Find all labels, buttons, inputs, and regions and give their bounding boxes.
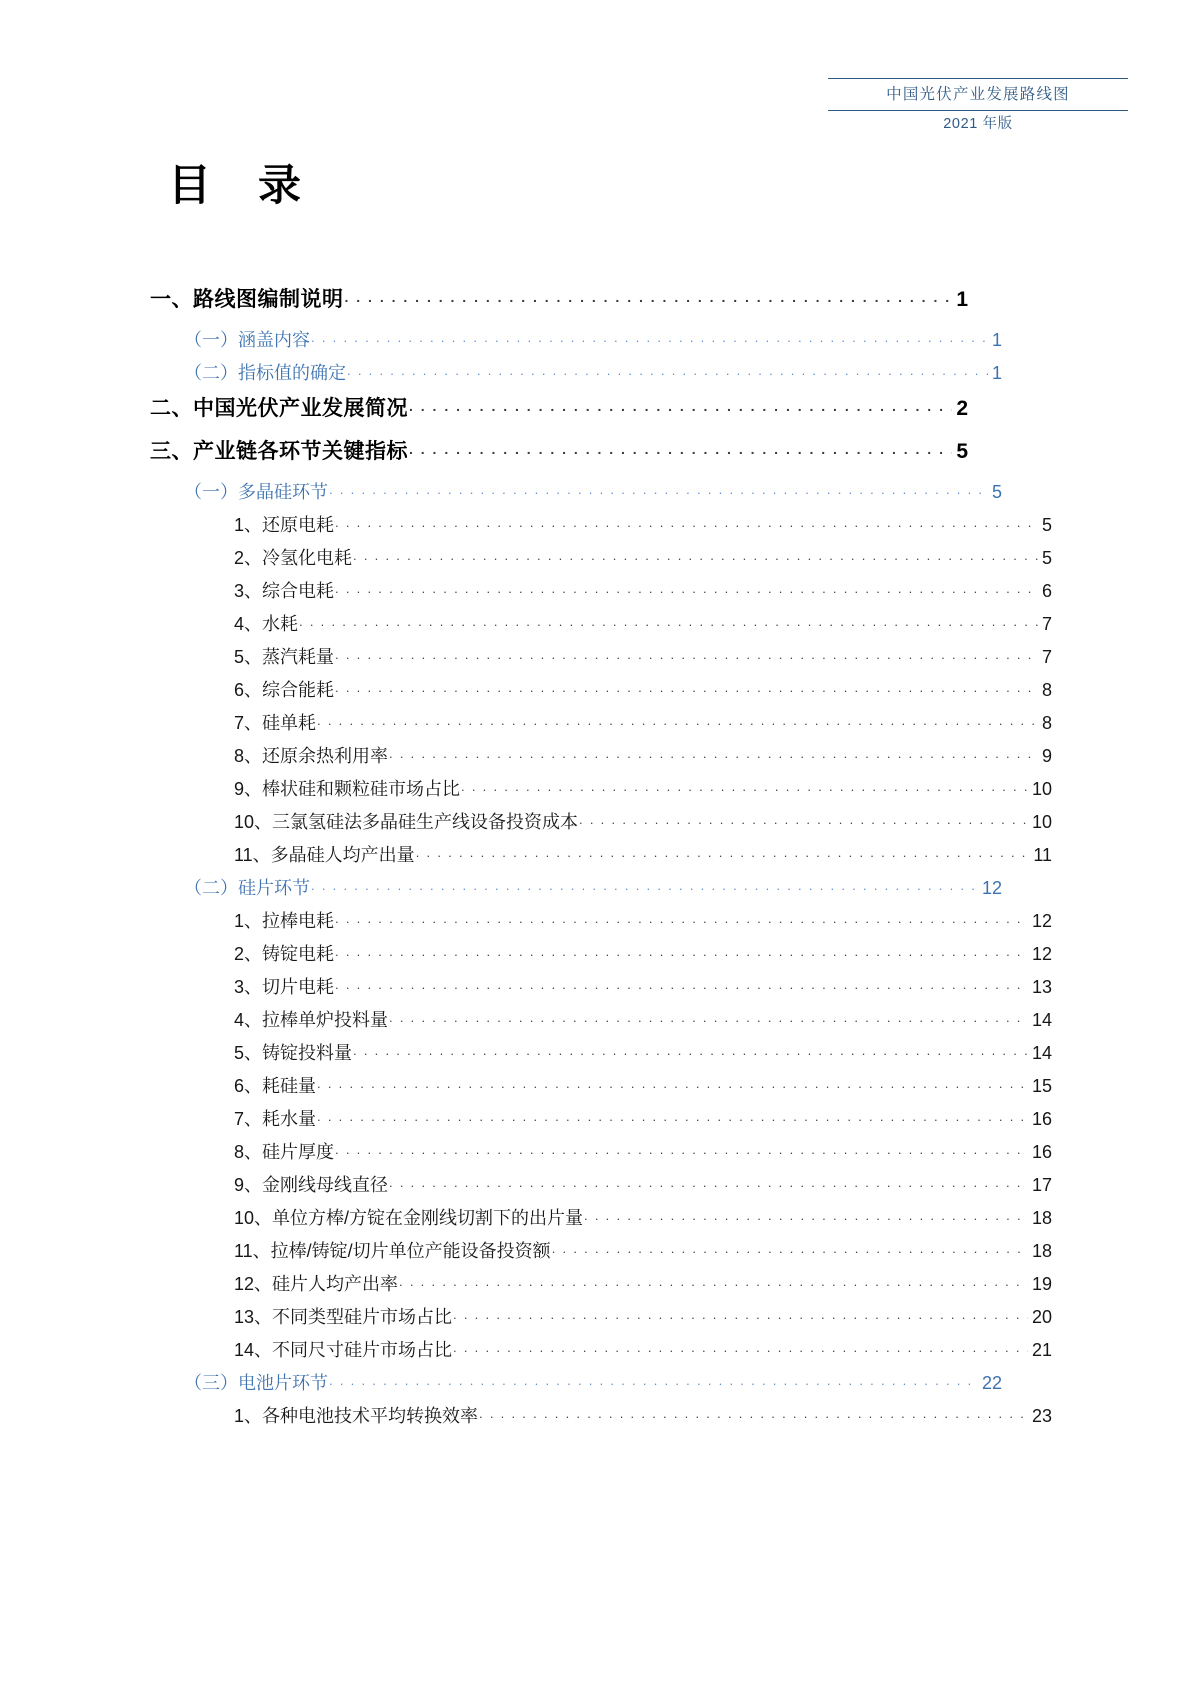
toc-leader-dots xyxy=(311,328,988,346)
toc-entry[interactable] xyxy=(234,1336,1052,1369)
toc-entry-label: 1、各种电池技术平均转换效率 xyxy=(234,1406,479,1426)
toc-entry-label: （三）电池片环节 xyxy=(184,1373,328,1393)
toc-entry[interactable] xyxy=(184,326,1002,359)
toc-leader-dots xyxy=(453,1338,1028,1356)
toc-entry[interactable] xyxy=(234,676,1052,709)
toc-entry[interactable] xyxy=(234,940,1052,973)
toc-entry-label: 1、拉棒电耗 xyxy=(234,911,335,931)
toc-entry-page-number: 9 xyxy=(1041,746,1052,766)
toc-leader-dots xyxy=(335,942,1028,960)
toc-entry-label: 8、还原余热利用率 xyxy=(234,746,389,766)
toc-entry[interactable] xyxy=(234,511,1052,544)
toc-leader-dots xyxy=(329,1371,978,1389)
toc-entry-label: 二、中国光伏产业发展简况 xyxy=(150,397,408,420)
toc-entry-page-number: 5 xyxy=(991,482,1002,502)
toc-leader-dots xyxy=(335,975,1028,993)
toc-entry-label: 3、综合电耗 xyxy=(234,581,335,601)
toc-entry-label: 13、不同类型硅片市场占比 xyxy=(234,1307,453,1327)
toc-entry-page-number: 18 xyxy=(1031,1241,1052,1261)
toc-entry-label: 2、铸锭电耗 xyxy=(234,944,335,964)
toc-entry-label: 3、切片电耗 xyxy=(234,977,335,997)
toc-entry[interactable] xyxy=(234,907,1052,940)
toc-entry[interactable] xyxy=(234,1204,1052,1237)
toc-leader-dots xyxy=(409,437,952,458)
toc-leader-dots xyxy=(399,1272,1028,1290)
toc-entry-page-number: 5 xyxy=(1041,515,1052,535)
toc-entry-page-number: 12 xyxy=(1031,911,1052,931)
toc-entry-page-number: 8 xyxy=(1041,680,1052,700)
toc-entry-page-number: 22 xyxy=(981,1373,1002,1393)
page-title: 目 录 xyxy=(168,161,317,211)
toc-entry-label: 14、不同尺寸硅片市场占比 xyxy=(234,1340,453,1360)
toc-entry-label: 1、还原电耗 xyxy=(234,515,335,535)
toc-leader-dots xyxy=(579,810,1028,828)
toc-leader-dots xyxy=(335,645,1038,663)
toc-entry[interactable] xyxy=(234,841,1052,874)
header-subtitle: 2021 年版 xyxy=(943,115,1013,132)
toc-entry-page-number: 8 xyxy=(1041,713,1052,733)
toc-entry-page-number: 23 xyxy=(1031,1406,1052,1426)
toc-entry[interactable] xyxy=(234,1303,1052,1336)
toc-entry[interactable] xyxy=(184,478,1002,511)
toc-entry-page-number: 20 xyxy=(1031,1307,1052,1327)
toc-entry-label: 10、单位方棒/方锭在金刚线切割下的出片量 xyxy=(234,1208,584,1228)
toc-leader-dots xyxy=(317,711,1038,729)
toc-leader-dots xyxy=(299,612,1038,630)
toc-entry-page-number: 15 xyxy=(1031,1076,1052,1096)
toc-leader-dots xyxy=(335,513,1038,531)
table-of-contents xyxy=(150,283,1052,1435)
toc-entry-page-number: 16 xyxy=(1031,1109,1052,1129)
toc-leader-dots xyxy=(335,678,1038,696)
toc-entry-label: 4、水耗 xyxy=(234,614,299,634)
toc-entry-label: 7、硅单耗 xyxy=(234,713,317,733)
toc-entry[interactable] xyxy=(234,808,1052,841)
toc-leader-dots xyxy=(311,876,978,894)
toc-entry-page-number: 19 xyxy=(1031,1274,1052,1294)
toc-entry-label: （二）指标值的确定 xyxy=(184,363,346,383)
toc-entry-label: 2、冷氢化电耗 xyxy=(234,548,353,568)
toc-entry[interactable] xyxy=(234,1039,1052,1072)
toc-leader-dots xyxy=(335,1140,1028,1158)
toc-entry[interactable] xyxy=(150,392,968,435)
toc-entry[interactable] xyxy=(150,283,968,326)
toc-entry[interactable] xyxy=(234,1237,1052,1270)
toc-entry-label: 4、拉棒单炉投料量 xyxy=(234,1010,389,1030)
toc-entry-label: （二）硅片环节 xyxy=(184,878,310,898)
toc-leader-dots xyxy=(389,1008,1028,1026)
toc-leader-dots xyxy=(389,1173,1028,1191)
header-rule-bottom xyxy=(828,110,1128,111)
toc-entry-page-number: 1 xyxy=(991,330,1002,350)
toc-leader-dots xyxy=(416,843,1030,861)
toc-entry-page-number: 2 xyxy=(956,397,968,420)
toc-entry[interactable] xyxy=(234,742,1052,775)
toc-leader-dots xyxy=(584,1206,1028,1224)
toc-entry-page-number: 18 xyxy=(1031,1208,1052,1228)
toc-entry-page-number: 14 xyxy=(1031,1043,1052,1063)
toc-leader-dots xyxy=(335,909,1028,927)
toc-entry-page-number: 21 xyxy=(1031,1340,1052,1360)
toc-entry-label: 三、产业链各环节关键指标 xyxy=(150,440,408,463)
toc-entry[interactable] xyxy=(234,1402,1052,1435)
toc-entry[interactable] xyxy=(234,1105,1052,1138)
toc-entry-label: 9、棒状硅和颗粒硅市场占比 xyxy=(234,779,461,799)
toc-entry-page-number: 12 xyxy=(981,878,1002,898)
toc-leader-dots xyxy=(552,1239,1028,1257)
toc-entry[interactable] xyxy=(234,775,1052,808)
toc-entry-label: 5、蒸汽耗量 xyxy=(234,647,335,667)
header-title: 中国光伏产业发展路线图 xyxy=(886,86,1070,103)
toc-entry-page-number: 6 xyxy=(1041,581,1052,601)
toc-entry[interactable] xyxy=(184,874,1002,907)
toc-entry-page-number: 10 xyxy=(1031,812,1052,832)
toc-entry[interactable] xyxy=(234,1006,1052,1039)
toc-entry-label: （一）涵盖内容 xyxy=(184,330,310,350)
toc-entry-page-number: 1 xyxy=(956,288,968,311)
toc-entry-page-number: 10 xyxy=(1031,779,1052,799)
toc-entry[interactable] xyxy=(234,1138,1052,1171)
toc-entry-label: 5、铸锭投料量 xyxy=(234,1043,353,1063)
toc-entry-label: 11、多晶硅人均产出量 xyxy=(234,845,415,865)
toc-entry[interactable] xyxy=(234,1072,1052,1105)
toc-leader-dots xyxy=(479,1404,1028,1422)
toc-entry-page-number: 7 xyxy=(1041,647,1052,667)
toc-leader-dots xyxy=(461,777,1028,795)
toc-entry-label: 一、路线图编制说明 xyxy=(150,288,344,311)
toc-entry-label: 7、耗水量 xyxy=(234,1109,317,1129)
toc-entry-page-number: 16 xyxy=(1031,1142,1052,1162)
toc-entry-label: 10、三氯氢硅法多晶硅生产线设备投资成本 xyxy=(234,812,579,832)
toc-entry[interactable] xyxy=(184,1369,1002,1402)
toc-entry-label: 6、综合能耗 xyxy=(234,680,335,700)
toc-entry-page-number: 12 xyxy=(1031,944,1052,964)
toc-entry[interactable] xyxy=(234,1171,1052,1204)
toc-entry[interactable] xyxy=(234,709,1052,742)
header-rule-top xyxy=(828,78,1128,79)
toc-entry[interactable] xyxy=(234,577,1052,610)
toc-leader-dots xyxy=(389,744,1038,762)
toc-leader-dots xyxy=(347,361,988,379)
toc-entry-page-number: 5 xyxy=(956,440,968,463)
toc-entry-page-number: 17 xyxy=(1031,1175,1052,1195)
toc-leader-dots xyxy=(335,579,1038,597)
toc-entry-label: 6、耗硅量 xyxy=(234,1076,317,1096)
toc-entry-label: 8、硅片厚度 xyxy=(234,1142,335,1162)
toc-entry[interactable] xyxy=(234,610,1052,643)
toc-entry[interactable] xyxy=(234,544,1052,577)
toc-entry-page-number: 5 xyxy=(1041,548,1052,568)
toc-leader-dots xyxy=(353,1041,1028,1059)
toc-entry-page-number: 13 xyxy=(1031,977,1052,997)
toc-entry-label: （一）多晶硅环节 xyxy=(184,482,328,502)
toc-leader-dots xyxy=(453,1305,1028,1323)
toc-leader-dots xyxy=(329,480,988,498)
toc-entry[interactable] xyxy=(234,643,1052,676)
toc-leader-dots xyxy=(317,1107,1028,1125)
toc-entry-page-number: 14 xyxy=(1031,1010,1052,1030)
toc-entry-label: 12、硅片人均产出率 xyxy=(234,1274,399,1294)
toc-entry[interactable] xyxy=(234,1270,1052,1303)
toc-entry-label: 9、金刚线母线直径 xyxy=(234,1175,389,1195)
toc-entry-page-number: 7 xyxy=(1041,614,1052,634)
running-header xyxy=(828,78,1128,131)
toc-entry-page-number: 1 xyxy=(991,363,1002,383)
toc-entry[interactable] xyxy=(184,359,1002,392)
toc-entry-page-number: 11 xyxy=(1033,845,1052,865)
toc-entry[interactable] xyxy=(234,973,1052,1006)
toc-entry[interactable] xyxy=(150,435,968,478)
toc-leader-dots xyxy=(353,546,1038,564)
toc-leader-dots xyxy=(317,1074,1028,1092)
toc-leader-dots xyxy=(345,285,953,306)
toc-entry-label: 11、拉棒/铸锭/切片单位产能设备投资额 xyxy=(234,1241,551,1261)
toc-leader-dots xyxy=(409,394,952,415)
